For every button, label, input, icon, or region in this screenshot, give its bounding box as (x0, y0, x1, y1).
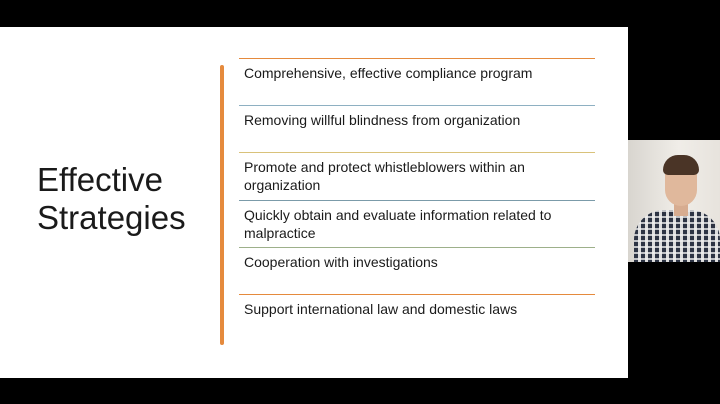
slide-title (37, 161, 186, 237)
strategy-list-item (239, 294, 595, 341)
item-separator-line (239, 294, 595, 295)
strategy-item-text: Quickly obtain and evaluate information related to malpractice (244, 206, 552, 241)
strategy-list-item (239, 152, 595, 199)
strategy-item-text: Support international law and domestic laws (244, 300, 518, 317)
presenter-webcam-feed (628, 140, 720, 262)
strategy-item-text: Promote and protect whistleblowers within an organization (244, 159, 525, 194)
strategy-list-item (239, 58, 595, 105)
strategy-list (239, 58, 595, 341)
orange-bracket-divider (220, 65, 224, 345)
item-separator-line (239, 152, 595, 153)
strategy-item-text: Cooperation with investigations (244, 253, 438, 270)
item-separator-line (239, 58, 595, 59)
strategy-item-text: Removing willful blindness from organization (244, 112, 521, 129)
slide-title-line-2: Strategies (37, 199, 186, 236)
strategy-item-text: Comprehensive, effective compliance program (244, 65, 533, 81)
item-separator-line (239, 247, 595, 248)
item-separator-line (239, 105, 595, 106)
strategy-list-item (239, 200, 595, 247)
strategy-list-item (239, 105, 595, 152)
presentation-slide (0, 27, 628, 378)
slide-title-line-1: Effective (37, 161, 163, 198)
presenter-hair (663, 155, 699, 175)
presenter-plaid-shirt (634, 210, 720, 262)
strategy-list-item (239, 247, 595, 294)
item-separator-line (239, 200, 595, 201)
